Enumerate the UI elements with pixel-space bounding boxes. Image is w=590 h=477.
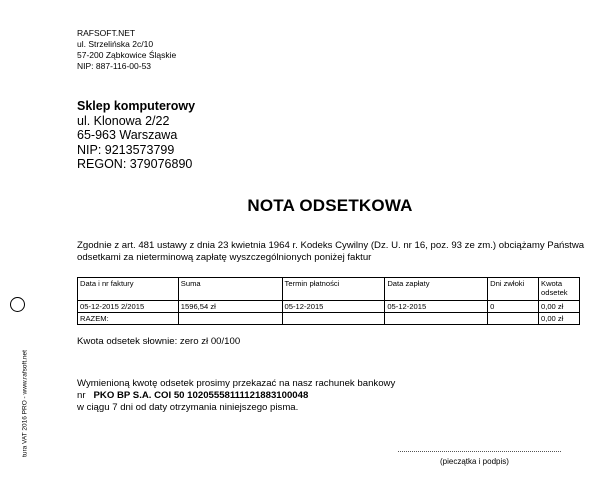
buyer-street: ul. Klonowa 2/22 <box>77 113 170 128</box>
header-cell: Data i nr faktury <box>78 278 179 301</box>
document-title: NOTA ODSETKOWA <box>247 196 413 215</box>
issuer-city: 57-200 Ząbkowice Śląskie <box>77 50 177 60</box>
intro-paragraph: Zgodnie z art. 481 ustawy z dnia 23 kwietnia 1964 r. Kodeks Cywilny (Dz. U. nr 16, poz. 93 ze zm.) obciążamy Państwa odsetkami za nieterminową zapłatę wyszczególnionych poniżej faktur <box>77 240 585 263</box>
table-cell: 05-12-2015 <box>385 301 488 313</box>
table-total-row <box>78 313 580 325</box>
bank-account-number: PKO BP S.A. COI 50 10205558111121883100048 <box>93 390 309 401</box>
issuer-name: RAFSOFT.NET <box>77 28 136 38</box>
bank-line-1: Wymienioną kwotę odsetek prosimy przekazać na nasz rachunek bankowy <box>77 378 396 389</box>
empty-cell <box>385 313 488 325</box>
table-cell: 05-12-2015 <box>282 301 385 313</box>
table-cell: 0 <box>488 301 539 313</box>
issuer-address <box>77 28 176 72</box>
table-row <box>78 301 580 313</box>
signature-label: (pieczątka i podpis) <box>440 457 509 466</box>
bank-instructions <box>77 378 577 414</box>
table-cell: 0,00 zł <box>539 301 580 313</box>
bank-line-3: w ciągu 7 dni od daty otrzymania niniejszego pisma. <box>77 402 299 413</box>
buyer-nip: NIP: 9213573799 <box>77 142 175 157</box>
table-cell: 1596,54 zł <box>178 301 282 313</box>
table-cell: 05-12-2015 2/2015 <box>78 301 179 313</box>
total-label: RAZEM: <box>78 313 179 325</box>
header-cell: Data zapłaty <box>385 278 488 301</box>
side-footer-text: tura VAT 2016 PRO - www.rafsoft.net <box>21 350 29 457</box>
header-cell: Suma <box>178 278 282 301</box>
buyer-name: Sklep komputerowy <box>77 99 196 113</box>
buyer-city: 65-963 Warszawa <box>77 128 178 142</box>
total-value: 0,00 zł <box>539 313 580 325</box>
buyer-address <box>77 99 195 172</box>
signature-line <box>398 451 561 452</box>
issuer-street: ul. Strzelińska 2c/10 <box>77 39 154 49</box>
header-cell: Kwota odsetek <box>539 278 580 301</box>
header-cell: Dni zwłoki <box>488 278 539 301</box>
table-header-row <box>78 278 580 301</box>
issuer-nip: NIP: 887-116-00-53 <box>77 61 152 71</box>
amount-in-words: Kwota odsetek słownie: zero zł 00/100 <box>77 336 241 347</box>
empty-cell <box>178 313 282 325</box>
punch-hole-circle <box>10 297 25 312</box>
bank-nr-label: nr <box>77 390 86 401</box>
buyer-regon: REGON: 379076890 <box>77 157 193 171</box>
empty-cell <box>488 313 539 325</box>
empty-cell <box>282 313 385 325</box>
invoice-table <box>77 277 580 325</box>
bank-account-line <box>77 390 577 402</box>
header-cell: Termin płatności <box>282 278 385 301</box>
